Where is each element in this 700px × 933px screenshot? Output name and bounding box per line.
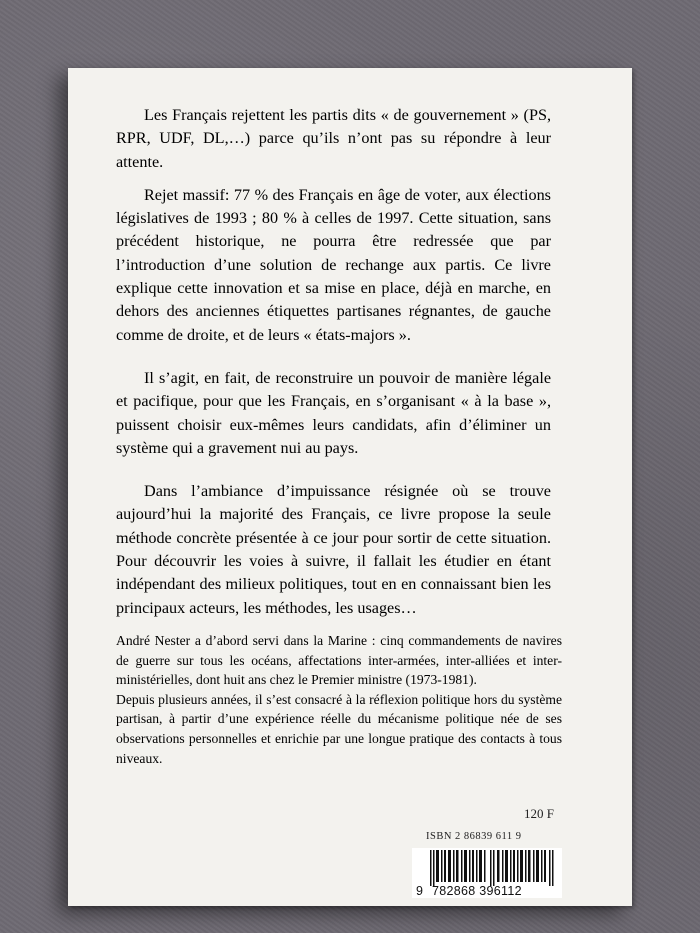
blurb-paragraph: Dans l’ambiance d’impuissance résignée où se trouve aujourd’hui la majorité des Français, ce livre propose la seule méthode concrète présentée à ce jour pour sortir de cette situation. Pour découvrir les voies à suivre, il fallait les étudier en étant indépendant des milieux politiques, tout en en connaissant bien les principaux acteurs, les méthodes, les usages… (116, 482, 551, 617)
blurb-paragraph: Rejet massif: 77 % des Français en âge de voter, aux élections législatives de 1993 ; 80 % à celles de 1997. Cette situation, sans précédent historique, ne pourra être redressée que par l’introduction d’une solution de rechange aux partis. Ce livre explique cette innovation et sa mise en place, déjà en marche, en dehors des anciennes étiquettes partisanes régnantes, de gauche comme de droite, et de leurs « états-majors ». (116, 185, 551, 344)
author-bio (116, 631, 562, 768)
bio-paragraph: Depuis plusieurs années, il s’est consacré à la réflexion politique hors du système partisan, à partir d’une expérience réelle du mécanisme politique née de ses observations personnelles et enrichie par une longue pratique des contacts à tous niveaux. (116, 691, 562, 766)
barcode-bars (430, 850, 556, 886)
barcode (412, 848, 562, 898)
barcode-lead-digit: 9 (416, 884, 424, 898)
barcode-digits: 782868 396112 (432, 884, 522, 898)
blurb-paragraph: Les Français rejettent les partis dits « de gouvernement » (PS, RPR, UDF, DL,…) parce qu’ils n’ont pas su répondre à leur attente. (116, 106, 551, 171)
blurb-paragraph: Il s’agit, en fait, de reconstruire un pouvoir de manière légale et pacifique, pour que les Français, en s’organisant « à la base », puissent choisir eux-mêmes leurs candidats, afin d’éliminer un système qui a gravement nui au pays. (116, 368, 551, 457)
price: 120 F (524, 806, 554, 821)
bio-paragraph: André Nester a d’abord servi dans la Marine : cinq commandements de navires de guerre sur tous les océans, affectations inter-armées, inter-alliées et inter-ministérielles, dont huit ans chez le Premier ministre (1973-1981). (116, 633, 562, 688)
blurb (116, 104, 551, 630)
isbn: ISBN 2 86839 611 9 (426, 831, 522, 842)
